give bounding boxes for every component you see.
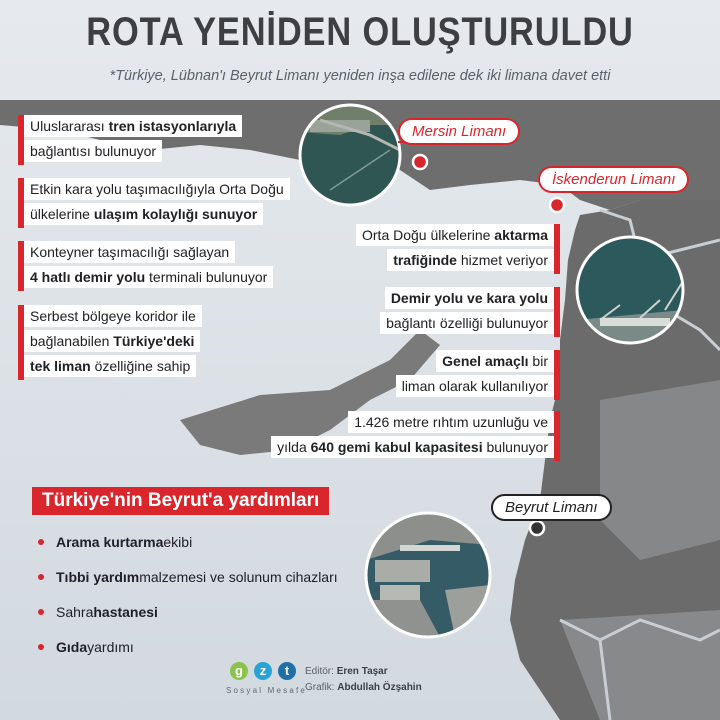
iskenderun-facts-2 [380,287,560,337]
logo-letter: t [278,662,296,680]
iskenderun-facts-1 [356,224,560,274]
fact-line: bağlantısı bulunuyor [24,140,162,162]
beyrut-label: Beyrut Limanı [491,494,612,521]
aid-item: Gıda yardımı [38,629,338,664]
bullet-icon [38,609,44,615]
fact-line: Konteyner taşımacılığı sağlayan [24,241,235,263]
mersin-facts-4 [18,305,202,380]
aid-item: Tıbbi yardım malzemesi ve solunum cihazları [38,559,338,594]
fact-line: trafiğinde hizmet veriyor [387,249,554,271]
page-subtitle: *Türkiye, Lübnan'ı Beyrut Limanı yeniden inşa edilene dek iki limana davet etti [109,68,611,84]
bullet-icon [38,539,44,545]
iskenderun-facts-3 [396,350,560,400]
aid-item: Sahra hastanesi [38,594,338,629]
credits: Editör: Eren Taşar Grafik: Abdullah Özşahin [305,666,422,693]
aid-title: Türkiye'nin Beyrut'a yardımları [32,487,329,515]
iskenderun-facts-4 [271,411,560,461]
fact-line: bağlantı özelliği bulunuyor [380,312,554,334]
bullet-icon [38,644,44,650]
fact-line: Uluslararası tren istasyonlarıyla [24,115,242,137]
fact-line: tek liman özelliğine sahip [24,355,196,377]
fact-line: ülkelerine ulaşım kolaylığı sunuyor [24,203,263,225]
logo-letter: z [254,662,272,680]
fact-line: 1.426 metre rıhtım uzunluğu ve [348,411,554,433]
mersin-marker [413,155,427,169]
fact-line: Demir yolu ve kara yolu [385,287,554,309]
fact-line: liman olarak kullanılıyor [396,375,554,397]
logo-letter: g [230,662,248,680]
fact-line: Etkin kara yolu taşımacılığıyla Orta Doğu [24,178,290,200]
fact-line: Orta Doğu ülkelerine aktarma [356,224,554,246]
aid-item: Arama kurtarma ekibi [38,524,338,559]
beyrut-marker [530,521,544,535]
aid-list [38,524,338,664]
iskenderun-marker [550,198,564,212]
fact-line: Genel amaçlı bir [436,350,554,372]
mersin-facts-3 [18,241,273,291]
mersin-facts-2 [18,178,290,228]
iskenderun-label: İskenderun Limanı [538,166,689,193]
brand-text: Sosyal Mesafe [226,686,308,695]
fact-line: 4 hatlı demir yolu terminali bulunuyor [24,266,273,288]
fact-line: yılda 640 gemi kabul kapasitesi bulunuyor [271,436,554,458]
fact-line: Serbest bölgeye koridor ile [24,305,202,327]
fact-line: bağlanabilen Türkiye'deki [24,330,200,352]
gzt-logo [230,662,296,680]
mersin-label: Mersin Limanı [398,118,520,145]
bullet-icon [38,574,44,580]
mersin-facts-1 [18,115,242,165]
page-title: ROTA YENİDEN OLUŞTURULDU [86,10,634,54]
